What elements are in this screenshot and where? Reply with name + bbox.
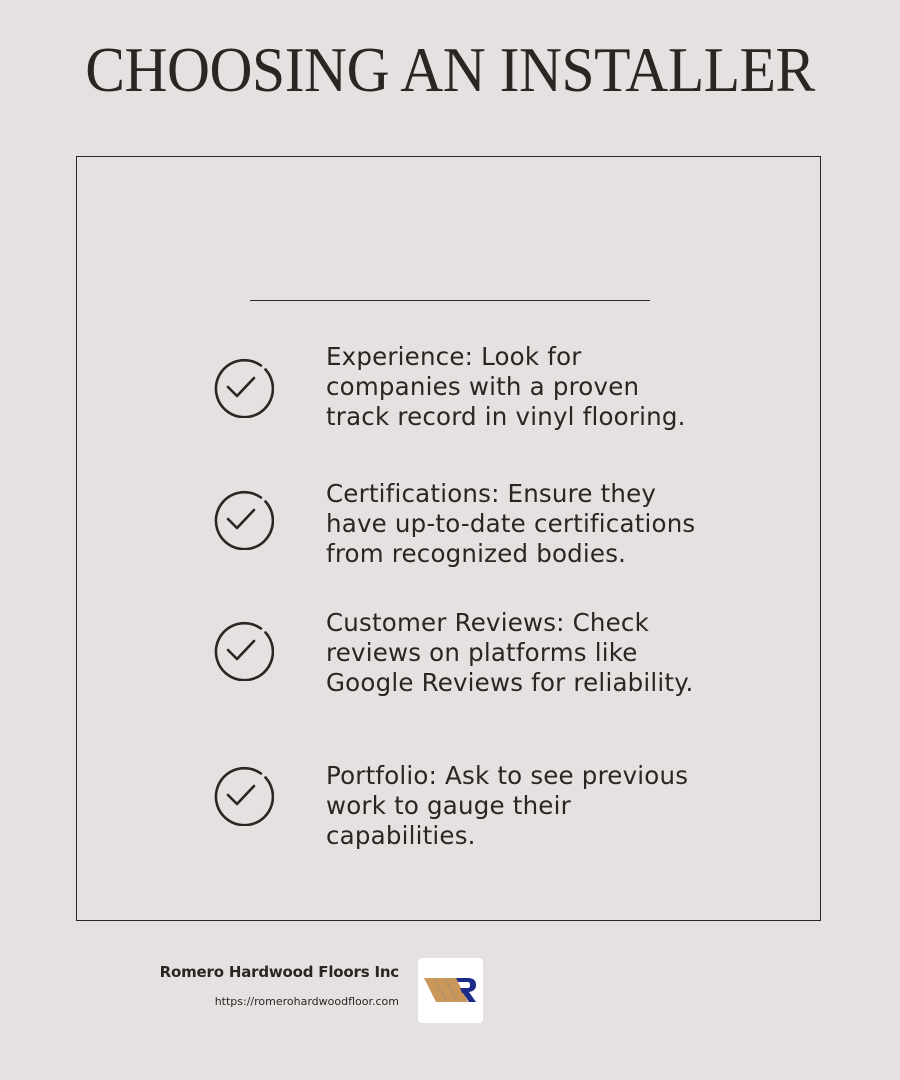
company-url[interactable]: https://romerohardwoodfloor.com <box>214 995 399 1008</box>
check-circle-icon <box>212 619 274 681</box>
romero-logo-icon <box>424 974 478 1008</box>
page-title: CHOOSING AN INSTALLER <box>85 34 815 105</box>
item-text: Certifications: Ensure they have up-to-date certifications from recognized bodies. <box>326 479 696 568</box>
item-text: Portfolio: Ask to see previous work to gauge their capabilities. <box>326 761 689 850</box>
check-circle-icon <box>212 356 274 418</box>
item-text: Experience: Look for companies with a proven track record in vinyl flooring. <box>326 342 686 431</box>
check-circle-icon <box>212 488 274 550</box>
company-name: Romero Hardwood Floors Inc <box>159 963 399 981</box>
divider-line <box>250 300 650 301</box>
company-logo <box>418 958 483 1023</box>
item-text: Customer Reviews: Check reviews on platforms like Google Reviews for reliability. <box>326 608 694 697</box>
check-circle-icon <box>212 764 274 826</box>
